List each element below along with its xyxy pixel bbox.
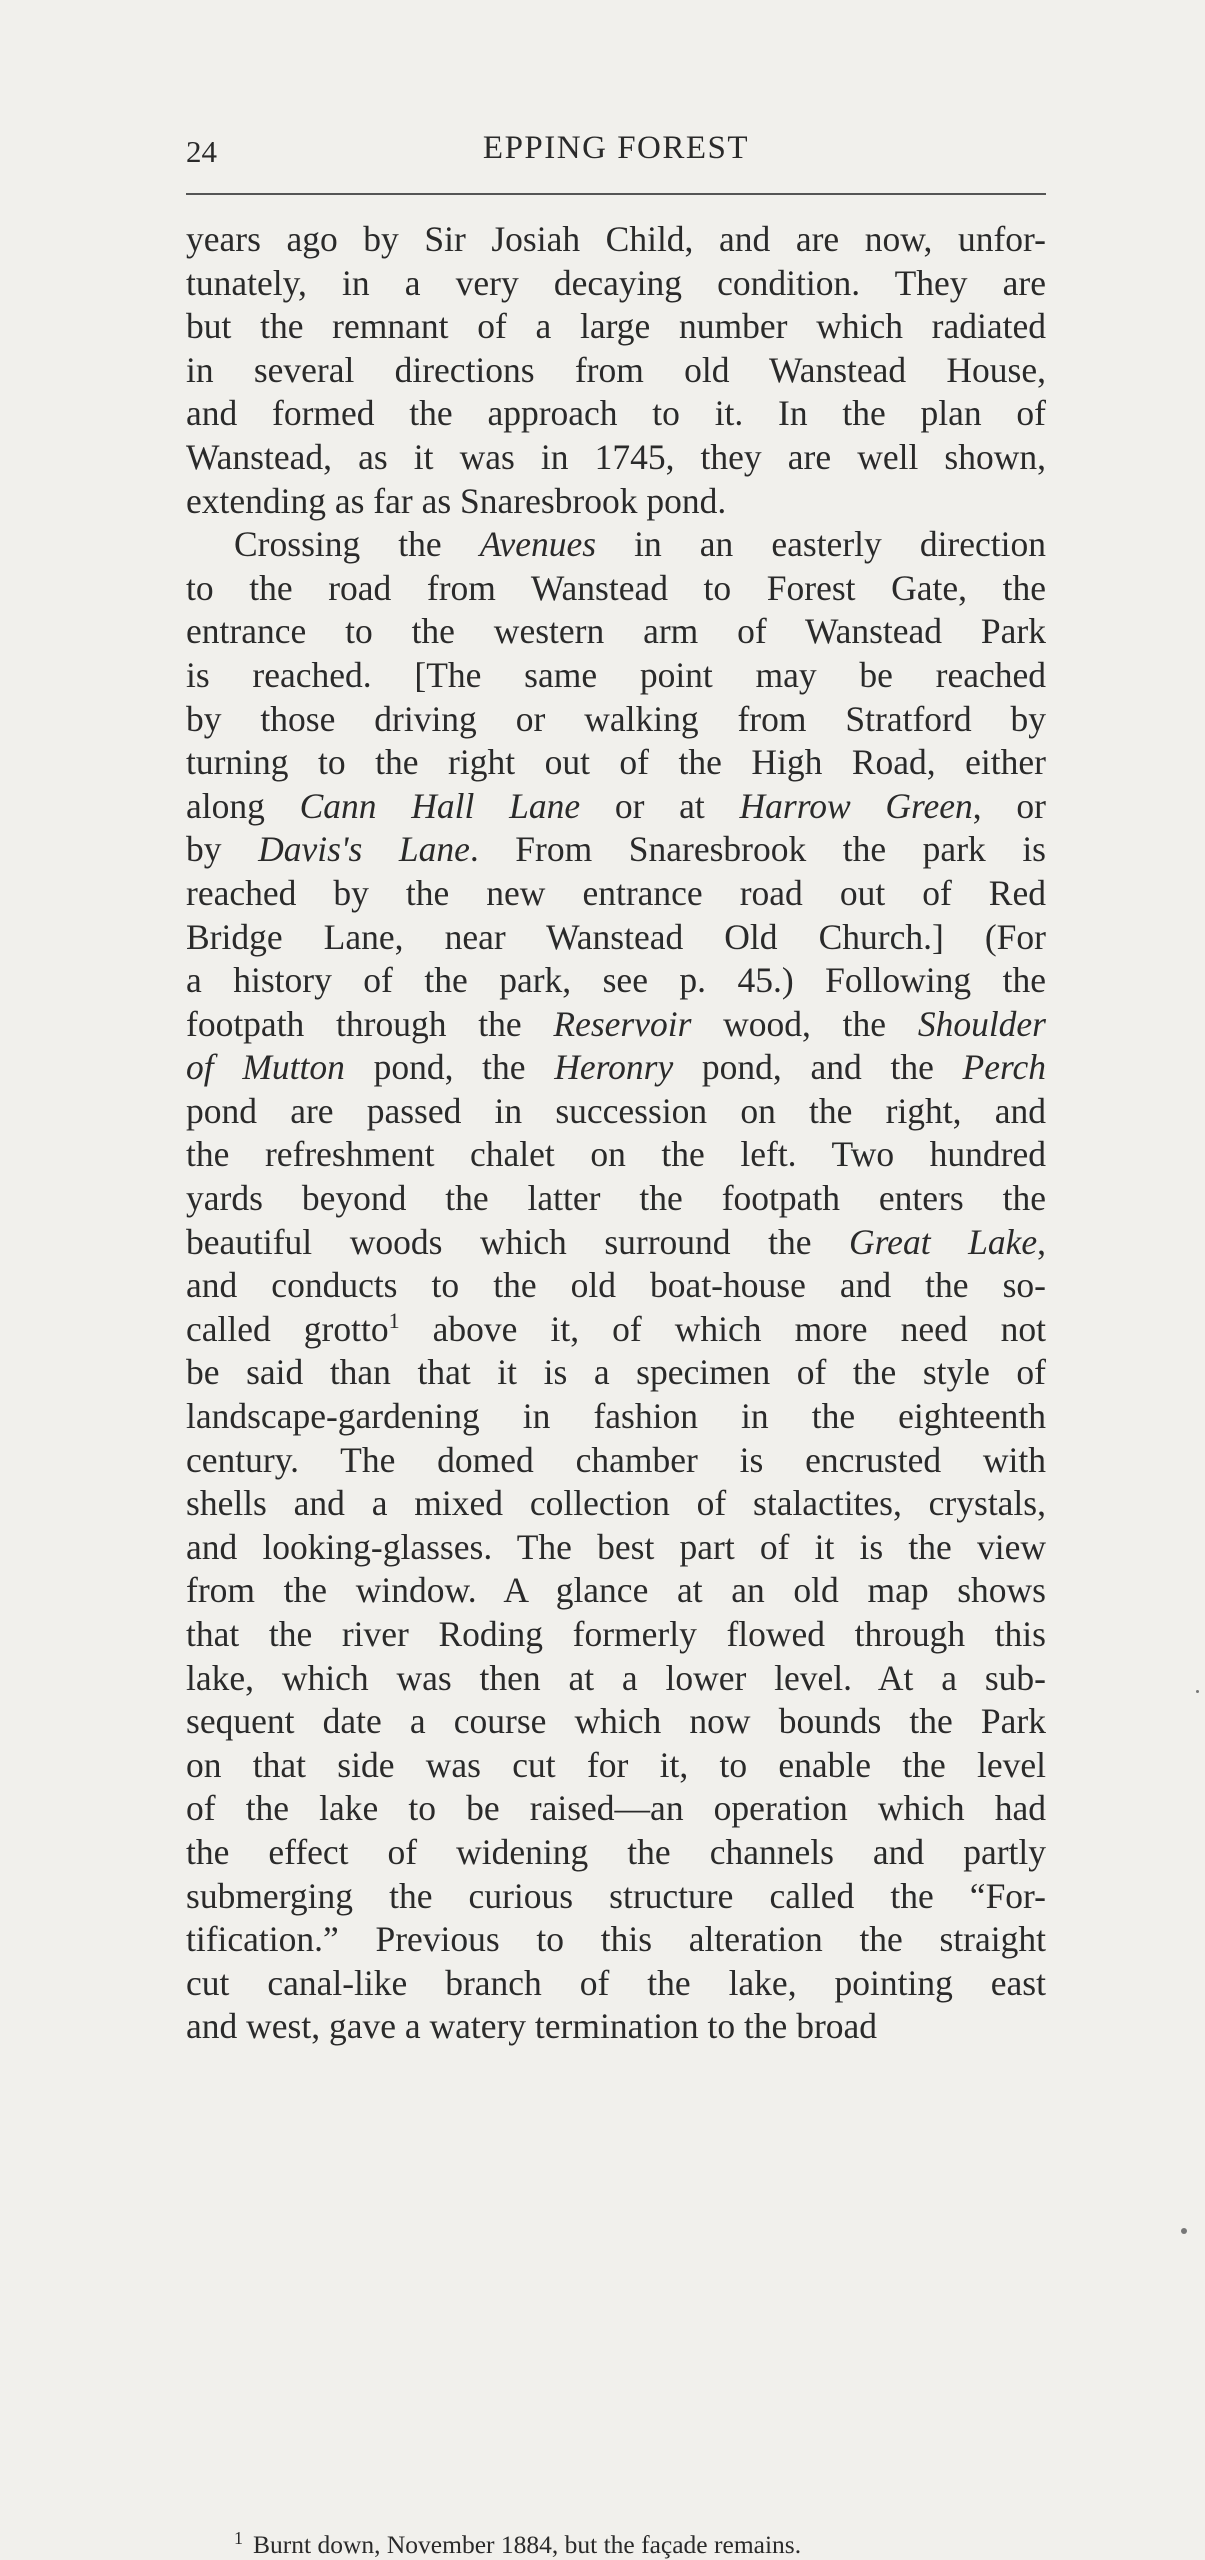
body-line: shells and a mixed collection of stalactites, crystals, (186, 1483, 1046, 1524)
body-line: beautiful woods which surround the Great Lake, (186, 1221, 1046, 1262)
body-line: by those driving or walking from Stratford by (186, 698, 1046, 739)
body-line: lake, which was then at a lower level. At a sub- (186, 1657, 1046, 1698)
body-line: Bridge Lane, near Wanstead Old Church.] (For (186, 916, 1046, 957)
body-line: sequent date a course which now bounds the Park (186, 1701, 1046, 1742)
body-line: extending as far as Snaresbrook pond. (186, 480, 727, 521)
body-line: entrance to the western arm of Wanstead Park (186, 611, 1046, 652)
body-line: to the road from Wanstead to Forest Gate, the (186, 567, 1046, 608)
body-line: landscape-gardening in fashion in the eighteenth (186, 1396, 1046, 1437)
body-line: the refreshment chalet on the left. Two hundred (186, 1134, 1046, 1175)
body-line: called grotto$^1$ above it, of which more need not (186, 1308, 1047, 1349)
body-line: Wanstead, as it was in 1745, they are well shown, (186, 436, 1046, 477)
body-line: and looking-glasses. The best part of it is the view (186, 1526, 1046, 1567)
footnote-text: Burnt down, November 1884, but the façade remains. (253, 2530, 802, 2559)
body-line: by Davis's Lane. From Snaresbrook the park is (186, 829, 1046, 870)
body-line: in several directions from old Wanstead House, (186, 349, 1046, 390)
body-line: from the window. A glance at an old map shows (186, 1570, 1046, 1611)
footnote (234, 2528, 801, 2560)
page-header (186, 126, 1046, 176)
body-line: pond are passed in succession on the right, and (186, 1090, 1046, 1131)
body-line: be said than that it is a specimen of the style of (186, 1352, 1046, 1393)
body-line: of Mutton pond, the Heronry pond, and the Perch (186, 1047, 1046, 1088)
running-title: EPPING FOREST (482, 130, 750, 166)
body-line: and conducts to the old boat-house and the so- (186, 1265, 1046, 1306)
body-line: a history of the park, see p. 45.) Following the (186, 960, 1046, 1001)
body-line: cut canal-like branch of the lake, pointing east (186, 1962, 1046, 2003)
body-line: and west, gave a watery termination to the broad (186, 2006, 878, 2047)
body-line: tunately, in a very decaying condition. They are (186, 262, 1046, 303)
body-line: years ago by Sir Josiah Child, and are now, unfor- (186, 219, 1046, 259)
body-line: reached by the new entrance road out of Red (186, 872, 1046, 913)
page-number: 24 (186, 134, 217, 169)
body-line: along Cann Hall Lane or at Harrow Green, or (186, 785, 1046, 826)
body-line: is reached. [The same point may be reached (186, 654, 1046, 695)
header-rule (186, 193, 1046, 195)
body-line: century. The domed chamber is encrusted with (186, 1439, 1046, 1480)
body-line: yards beyond the latter the footpath enters the (186, 1178, 1046, 1219)
body-line: Crossing the Avenues in an easterly direction (234, 524, 1046, 565)
body-line: turning to the right out of the High Road, either (186, 742, 1046, 783)
body-line: tification.” Previous to this alteration the straight (186, 1919, 1046, 1960)
paper-speck (1181, 2228, 1187, 2234)
body-line: the effect of widening the channels and partly (186, 1831, 1046, 1872)
footnote-mark: 1 (234, 2528, 243, 2548)
body-line: and formed the approach to it. In the plan of (186, 393, 1046, 434)
body-line: but the remnant of a large number which radiated (186, 306, 1046, 347)
body-text (186, 218, 1046, 2049)
body-line: of the lake to be raised—an operation which had (186, 1788, 1046, 1829)
body-line: footpath through the Reservoir wood, the Shoulder (186, 1003, 1046, 1044)
body-line: submerging the curious structure called the “For- (186, 1875, 1046, 1916)
body-line: that the river Roding formerly flowed through this (186, 1614, 1046, 1654)
paper-speck (1196, 1690, 1199, 1693)
body-line: on that side was cut for it, to enable the level (186, 1744, 1046, 1785)
